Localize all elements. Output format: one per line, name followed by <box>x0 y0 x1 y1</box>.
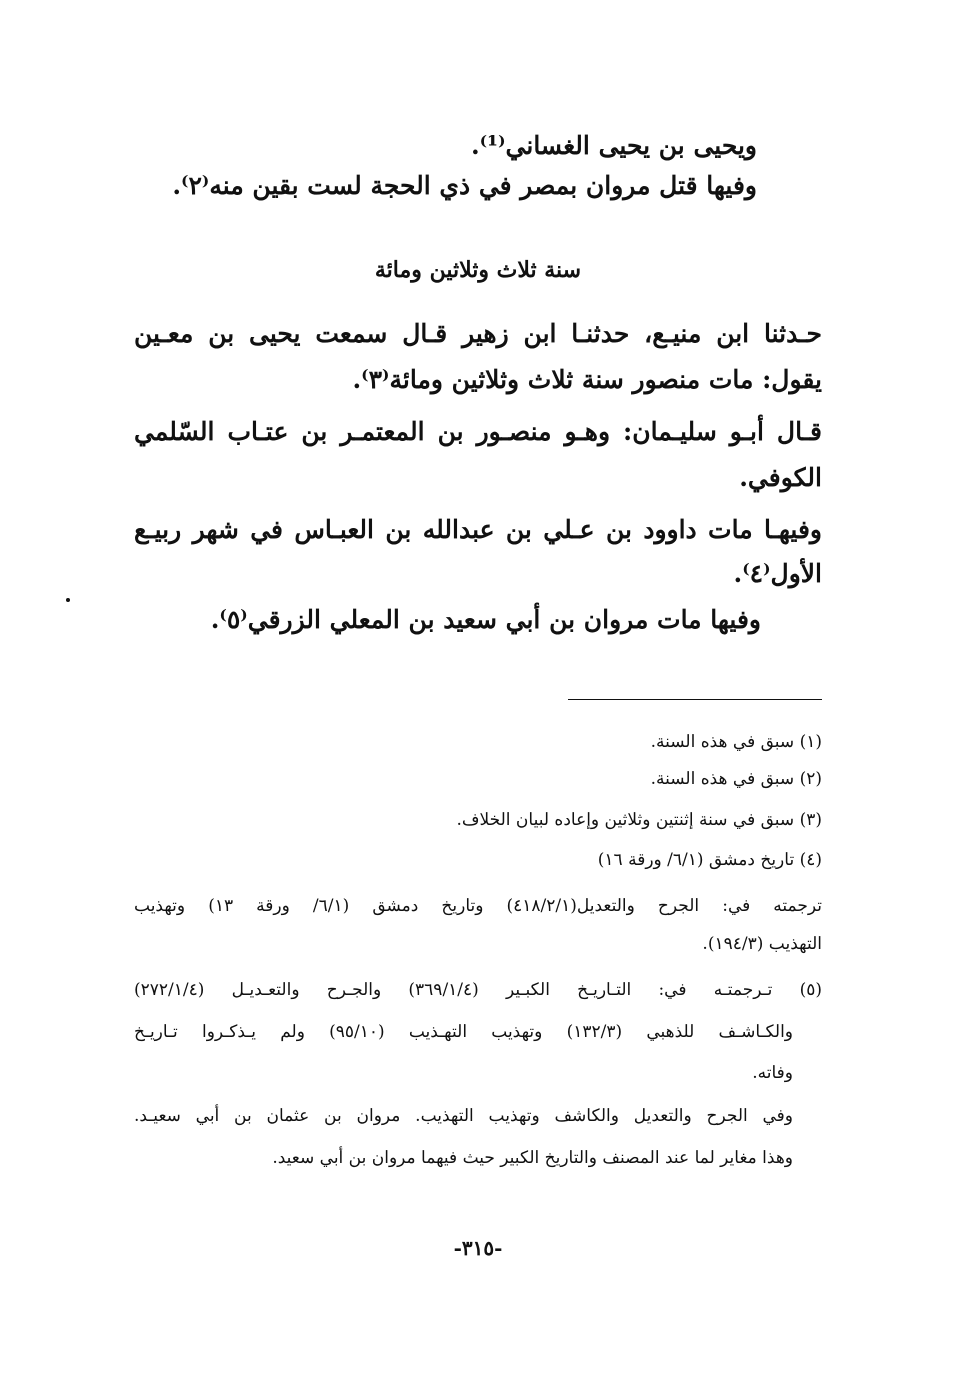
section-heading: سنة ثلاث وثلاثين ومائة <box>374 257 582 283</box>
footnote-5-line-3: وفاته. <box>752 1063 793 1083</box>
body-line-8: الأول⁽٤⁾. <box>733 559 822 588</box>
body-line-2: وفيها قتل مروان بمصر في ذي الحجة لست بقين منه⁽٢⁾. <box>172 171 757 200</box>
footnote-5-line-5: وهذا مغاير لما عند المصنف والتاريخ الكبير حيث فيهما مروان بن أبي سعيد. <box>272 1148 793 1168</box>
body-line-4: يقول: مات منصور سنة ثلاث وثلاثين ومائة⁽٣⁾. <box>352 365 822 394</box>
footnote-3: (٣) سبق في سنة إثنتين وثلاثين وإعاده لبيان الخلاف. <box>456 810 822 830</box>
footnote-5-line-2: والكـاشـف للذهبي (١٣٢/٣) وتهذيب التهـذيب (٩٥/١٠) ولم يـذكـروا تـاريـخ <box>134 1022 793 1042</box>
footnote-5-line-4: وفي الجرح والتعديل والكاشف وتهذيب التهذيب. مروان بن عثمان بن أبي سعيـد. <box>134 1106 793 1126</box>
page-number: -٣١٥- <box>453 1236 503 1260</box>
footnote-4: (٤) تاريخ دمشق (٦/١/ ورقة ١٦) <box>597 850 822 870</box>
body-line-5: قـال أبـو سليـمان: وهـو منصـور بن المعتمـر بن عتـاب السّلمي <box>134 417 822 446</box>
footnote-4-line-3: التهذيب (١٩٤/٣). <box>702 934 822 954</box>
body-line-7: وفيهـا مات داوود بن عـلي بن عبدالله بن العبـاس في شهر ربيـع <box>134 515 822 544</box>
body-line-1: ويحيى بن يحيى الغساني⁽¹⁾. <box>470 131 757 160</box>
footnote-4-line-2: ترجمته في: الجرح والتعديل(٤١٨/٢/١) وتاريخ دمشق (٦/١/ ورقة ١٣) وتهذيب <box>134 896 822 916</box>
body-line-3: حـدثنا ابن منيـع، حدثنـا ابن زهير قـال سمعت يحيى بن معـين <box>134 319 822 348</box>
footnote-2: (٢) سبق في هذه السنة. <box>650 769 822 789</box>
footnote-separator <box>568 699 822 700</box>
footnote-1: (١) سبق في هذه السنة. <box>650 732 822 752</box>
stray-dot <box>66 598 70 602</box>
footnote-5: (٥) تـرجمتـه في: التـاريـخ الكبـير (٣٦٩/١/٤) والجـرح والتعـديـل (٢٧٢/١/٤) <box>134 980 822 1000</box>
body-line-6: الكوفي. <box>739 463 822 492</box>
body-line-9: وفيها مات مروان بن أبي سعيد بن المعلي الزرقي⁽٥⁾. <box>210 605 761 634</box>
